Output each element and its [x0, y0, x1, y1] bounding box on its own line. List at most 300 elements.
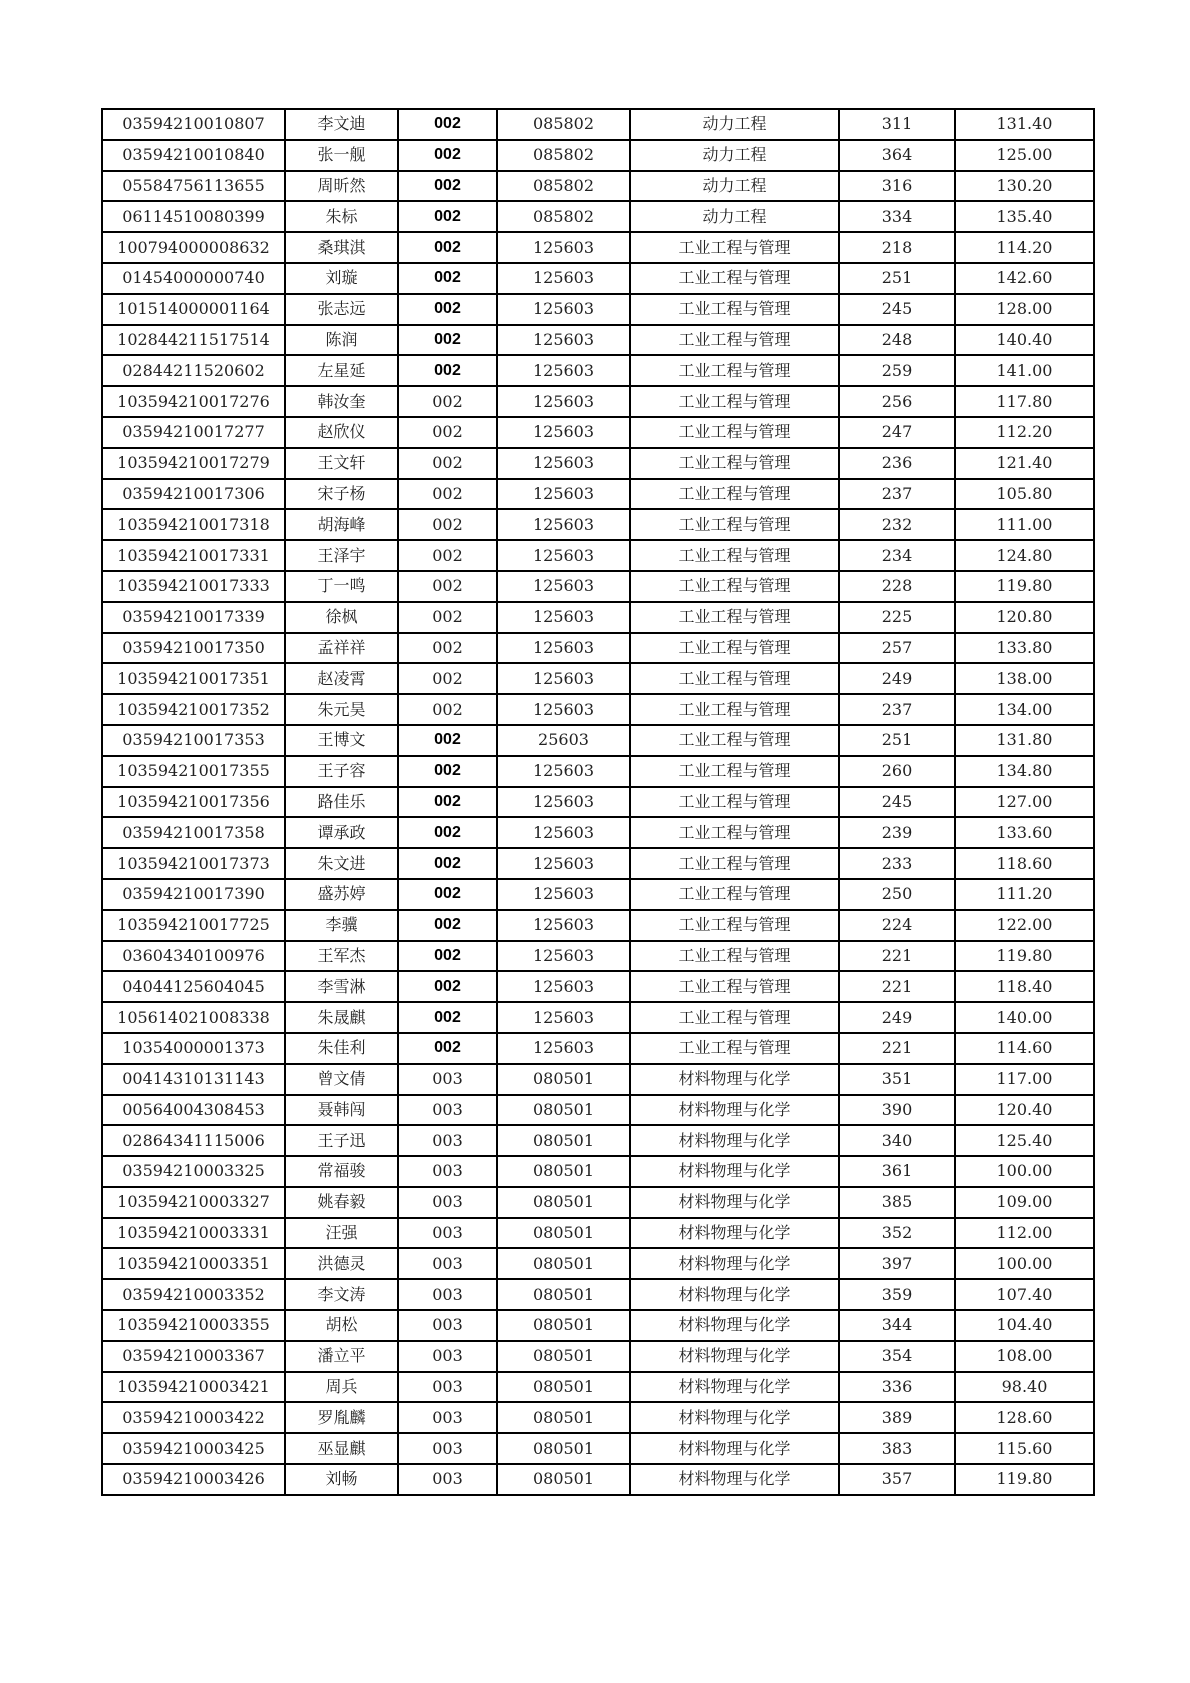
table-row: [102, 694, 1094, 725]
department-code-cell: 002: [398, 201, 497, 232]
table-row: [102, 325, 1094, 356]
table-row: [102, 417, 1094, 448]
major-code-cell: 125603: [497, 417, 630, 448]
major-name-cell: 材料物理与化学: [630, 1156, 839, 1187]
department-code-cell: 003: [398, 1156, 497, 1187]
major-code-cell: 125603: [497, 817, 630, 848]
major-code-cell: 085802: [497, 171, 630, 202]
major-name-cell: 工业工程与管理: [630, 479, 839, 510]
major-name-cell: 材料物理与化学: [630, 1248, 839, 1279]
table-row: [102, 1187, 1094, 1218]
second-exam-score-cell: 130.20: [955, 171, 1094, 202]
table-row: [102, 787, 1094, 818]
candidate-id-cell: 103594210017279: [102, 448, 285, 479]
department-code-cell: 003: [398, 1248, 497, 1279]
department-code-cell: 003: [398, 1095, 497, 1126]
first-exam-score-cell: 234: [839, 540, 955, 571]
second-exam-score-cell: 111.20: [955, 879, 1094, 910]
table-row: [102, 1218, 1094, 1249]
table-row: [102, 971, 1094, 1002]
candidate-name-cell: 周兵: [285, 1372, 398, 1403]
department-code-cell: 002: [398, 171, 497, 202]
first-exam-score-cell: 357: [839, 1464, 955, 1495]
table-row: [102, 941, 1094, 972]
department-code-cell: 002: [398, 294, 497, 325]
candidate-name-cell: 赵凌霄: [285, 663, 398, 694]
table-row: [102, 663, 1094, 694]
second-exam-score-cell: 98.40: [955, 1372, 1094, 1403]
second-exam-score-cell: 134.80: [955, 756, 1094, 787]
candidate-name-cell: 王子容: [285, 756, 398, 787]
major-name-cell: 工业工程与管理: [630, 879, 839, 910]
department-code-cell: 003: [398, 1464, 497, 1495]
candidate-name-cell: 孟祥祥: [285, 633, 398, 664]
major-code-cell: 085802: [497, 109, 630, 140]
major-name-cell: 工业工程与管理: [630, 848, 839, 879]
major-code-cell: 125603: [497, 848, 630, 879]
admission-score-table: [101, 108, 1095, 1496]
first-exam-score-cell: 237: [839, 694, 955, 725]
candidate-id-cell: 103594210017725: [102, 910, 285, 941]
first-exam-score-cell: 383: [839, 1433, 955, 1464]
first-exam-score-cell: 351: [839, 1064, 955, 1095]
candidate-id-cell: 103594210003331: [102, 1218, 285, 1249]
major-code-cell: 125603: [497, 1033, 630, 1064]
first-exam-score-cell: 232: [839, 509, 955, 540]
first-exam-score-cell: 334: [839, 201, 955, 232]
candidate-name-cell: 盛苏婷: [285, 879, 398, 910]
department-code-cell: 002: [398, 602, 497, 633]
candidate-id-cell: 103594210017351: [102, 663, 285, 694]
major-code-cell: 125603: [497, 910, 630, 941]
major-name-cell: 动力工程: [630, 201, 839, 232]
table-row: [102, 1433, 1094, 1464]
department-code-cell: 002: [398, 756, 497, 787]
first-exam-score-cell: 248: [839, 325, 955, 356]
candidate-id-cell: 03604340100976: [102, 941, 285, 972]
department-code-cell: 003: [398, 1402, 497, 1433]
second-exam-score-cell: 111.00: [955, 509, 1094, 540]
candidate-id-cell: 105614021008338: [102, 1002, 285, 1033]
major-name-cell: 材料物理与化学: [630, 1095, 839, 1126]
first-exam-score-cell: 237: [839, 479, 955, 510]
second-exam-score-cell: 141.00: [955, 355, 1094, 386]
first-exam-score-cell: 221: [839, 1033, 955, 1064]
major-name-cell: 工业工程与管理: [630, 294, 839, 325]
candidate-id-cell: 103594210003421: [102, 1372, 285, 1403]
candidate-id-cell: 03594210003352: [102, 1279, 285, 1310]
candidate-name-cell: 徐枫: [285, 602, 398, 633]
first-exam-score-cell: 228: [839, 571, 955, 602]
second-exam-score-cell: 107.40: [955, 1279, 1094, 1310]
candidate-id-cell: 03594210003325: [102, 1156, 285, 1187]
first-exam-score-cell: 245: [839, 787, 955, 818]
major-name-cell: 工业工程与管理: [630, 602, 839, 633]
table-row: [102, 1402, 1094, 1433]
major-name-cell: 工业工程与管理: [630, 509, 839, 540]
candidate-name-cell: 姚春毅: [285, 1187, 398, 1218]
major-name-cell: 工业工程与管理: [630, 448, 839, 479]
candidate-name-cell: 李雪淋: [285, 971, 398, 1002]
first-exam-score-cell: 257: [839, 633, 955, 664]
major-code-cell: 080501: [497, 1064, 630, 1095]
table-row: [102, 479, 1094, 510]
second-exam-score-cell: 124.80: [955, 540, 1094, 571]
candidate-name-cell: 李文涛: [285, 1279, 398, 1310]
second-exam-score-cell: 117.80: [955, 386, 1094, 417]
major-name-cell: 材料物理与化学: [630, 1279, 839, 1310]
second-exam-score-cell: 119.80: [955, 1464, 1094, 1495]
department-code-cell: 002: [398, 386, 497, 417]
department-code-cell: 003: [398, 1310, 497, 1341]
first-exam-score-cell: 359: [839, 1279, 955, 1310]
table-row: [102, 1248, 1094, 1279]
candidate-id-cell: 03594210017350: [102, 633, 285, 664]
candidate-name-cell: 韩汝奎: [285, 386, 398, 417]
first-exam-score-cell: 251: [839, 263, 955, 294]
first-exam-score-cell: 256: [839, 386, 955, 417]
second-exam-score-cell: 140.00: [955, 1002, 1094, 1033]
major-code-cell: 080501: [497, 1156, 630, 1187]
second-exam-score-cell: 131.40: [955, 109, 1094, 140]
major-code-cell: 085802: [497, 140, 630, 171]
major-code-cell: 125603: [497, 787, 630, 818]
second-exam-score-cell: 119.80: [955, 571, 1094, 602]
table-row: [102, 294, 1094, 325]
table-row: [102, 1095, 1094, 1126]
candidate-id-cell: 03594210017277: [102, 417, 285, 448]
table-row: [102, 633, 1094, 664]
second-exam-score-cell: 135.40: [955, 201, 1094, 232]
department-code-cell: 002: [398, 879, 497, 910]
major-name-cell: 动力工程: [630, 109, 839, 140]
table-row: [102, 355, 1094, 386]
second-exam-score-cell: 138.00: [955, 663, 1094, 694]
major-code-cell: 080501: [497, 1372, 630, 1403]
department-code-cell: 002: [398, 663, 497, 694]
second-exam-score-cell: 134.00: [955, 694, 1094, 725]
major-name-cell: 动力工程: [630, 140, 839, 171]
first-exam-score-cell: 340: [839, 1125, 955, 1156]
department-code-cell: 002: [398, 848, 497, 879]
candidate-name-cell: 罗胤麟: [285, 1402, 398, 1433]
second-exam-score-cell: 128.60: [955, 1402, 1094, 1433]
candidate-id-cell: 03594210017390: [102, 879, 285, 910]
table-row: [102, 1464, 1094, 1495]
table-row: [102, 910, 1094, 941]
first-exam-score-cell: 251: [839, 725, 955, 756]
candidate-name-cell: 曾文倩: [285, 1064, 398, 1095]
candidate-name-cell: 胡海峰: [285, 509, 398, 540]
candidate-id-cell: 00414310131143: [102, 1064, 285, 1095]
major-name-cell: 工业工程与管理: [630, 1033, 839, 1064]
first-exam-score-cell: 259: [839, 355, 955, 386]
department-code-cell: 002: [398, 1033, 497, 1064]
table-row: [102, 509, 1094, 540]
second-exam-score-cell: 121.40: [955, 448, 1094, 479]
first-exam-score-cell: 250: [839, 879, 955, 910]
first-exam-score-cell: 336: [839, 1372, 955, 1403]
first-exam-score-cell: 354: [839, 1341, 955, 1372]
department-code-cell: 002: [398, 817, 497, 848]
table-row: [102, 848, 1094, 879]
major-code-cell: 080501: [497, 1125, 630, 1156]
department-code-cell: 002: [398, 232, 497, 263]
major-name-cell: 工业工程与管理: [630, 417, 839, 448]
candidate-id-cell: 06114510080399: [102, 201, 285, 232]
candidate-id-cell: 103594210017276: [102, 386, 285, 417]
department-code-cell: 002: [398, 355, 497, 386]
second-exam-score-cell: 118.40: [955, 971, 1094, 1002]
candidate-name-cell: 王军杰: [285, 941, 398, 972]
table-row: [102, 1125, 1094, 1156]
second-exam-score-cell: 112.00: [955, 1218, 1094, 1249]
major-name-cell: 工业工程与管理: [630, 725, 839, 756]
table-row: [102, 879, 1094, 910]
major-code-cell: 125603: [497, 971, 630, 1002]
major-code-cell: 125603: [497, 879, 630, 910]
candidate-id-cell: 03594210010807: [102, 109, 285, 140]
first-exam-score-cell: 344: [839, 1310, 955, 1341]
candidate-name-cell: 王子迅: [285, 1125, 398, 1156]
major-name-cell: 材料物理与化学: [630, 1433, 839, 1464]
department-code-cell: 002: [398, 910, 497, 941]
department-code-cell: 002: [398, 479, 497, 510]
first-exam-score-cell: 233: [839, 848, 955, 879]
major-code-cell: 125603: [497, 263, 630, 294]
second-exam-score-cell: 142.60: [955, 263, 1094, 294]
candidate-name-cell: 左星延: [285, 355, 398, 386]
major-code-cell: 125603: [497, 479, 630, 510]
major-code-cell: 25603: [497, 725, 630, 756]
candidate-id-cell: 03594210003425: [102, 1433, 285, 1464]
first-exam-score-cell: 389: [839, 1402, 955, 1433]
candidate-name-cell: 朱元昊: [285, 694, 398, 725]
major-code-cell: 125603: [497, 294, 630, 325]
major-name-cell: 工业工程与管理: [630, 756, 839, 787]
department-code-cell: 002: [398, 633, 497, 664]
department-code-cell: 002: [398, 787, 497, 818]
table-row: [102, 817, 1094, 848]
table-row: [102, 602, 1094, 633]
second-exam-score-cell: 128.00: [955, 294, 1094, 325]
first-exam-score-cell: 249: [839, 1002, 955, 1033]
department-code-cell: 003: [398, 1279, 497, 1310]
major-name-cell: 工业工程与管理: [630, 386, 839, 417]
candidate-name-cell: 陈润: [285, 325, 398, 356]
candidate-name-cell: 丁一鸣: [285, 571, 398, 602]
candidate-name-cell: 李文迪: [285, 109, 398, 140]
department-code-cell: 002: [398, 941, 497, 972]
first-exam-score-cell: 260: [839, 756, 955, 787]
candidate-id-cell: 04044125604045: [102, 971, 285, 1002]
major-code-cell: 085802: [497, 201, 630, 232]
department-code-cell: 003: [398, 1341, 497, 1372]
department-code-cell: 002: [398, 971, 497, 1002]
candidate-name-cell: 常福骏: [285, 1156, 398, 1187]
second-exam-score-cell: 115.60: [955, 1433, 1094, 1464]
major-name-cell: 工业工程与管理: [630, 910, 839, 941]
first-exam-score-cell: 224: [839, 910, 955, 941]
department-code-cell: 003: [398, 1064, 497, 1095]
candidate-name-cell: 周昕然: [285, 171, 398, 202]
second-exam-score-cell: 114.60: [955, 1033, 1094, 1064]
major-name-cell: 工业工程与管理: [630, 1002, 839, 1033]
candidate-id-cell: 103594210017318: [102, 509, 285, 540]
candidate-id-cell: 01454000000740: [102, 263, 285, 294]
candidate-id-cell: 103594210003327: [102, 1187, 285, 1218]
first-exam-score-cell: 249: [839, 663, 955, 694]
first-exam-score-cell: 390: [839, 1095, 955, 1126]
candidate-name-cell: 朱晟麒: [285, 1002, 398, 1033]
first-exam-score-cell: 218: [839, 232, 955, 263]
candidate-name-cell: 朱文进: [285, 848, 398, 879]
second-exam-score-cell: 112.20: [955, 417, 1094, 448]
first-exam-score-cell: 352: [839, 1218, 955, 1249]
second-exam-score-cell: 100.00: [955, 1248, 1094, 1279]
department-code-cell: 002: [398, 725, 497, 756]
table-row: [102, 1310, 1094, 1341]
first-exam-score-cell: 397: [839, 1248, 955, 1279]
table-row: [102, 1372, 1094, 1403]
first-exam-score-cell: 225: [839, 602, 955, 633]
candidate-name-cell: 潘立平: [285, 1341, 398, 1372]
table-row: [102, 1279, 1094, 1310]
table-row: [102, 109, 1094, 140]
candidate-id-cell: 03594210003426: [102, 1464, 285, 1495]
department-code-cell: 003: [398, 1433, 497, 1464]
major-name-cell: 材料物理与化学: [630, 1372, 839, 1403]
candidate-id-cell: 103594210017333: [102, 571, 285, 602]
table-row: [102, 1341, 1094, 1372]
department-code-cell: 003: [398, 1372, 497, 1403]
department-code-cell: 002: [398, 140, 497, 171]
major-name-cell: 工业工程与管理: [630, 694, 839, 725]
department-code-cell: 002: [398, 263, 497, 294]
candidate-name-cell: 巫显麒: [285, 1433, 398, 1464]
table-row: [102, 201, 1094, 232]
second-exam-score-cell: 120.40: [955, 1095, 1094, 1126]
second-exam-score-cell: 104.40: [955, 1310, 1094, 1341]
candidate-id-cell: 03594210017339: [102, 602, 285, 633]
candidate-name-cell: 宋子杨: [285, 479, 398, 510]
candidate-id-cell: 103594210017356: [102, 787, 285, 818]
major-name-cell: 工业工程与管理: [630, 355, 839, 386]
major-name-cell: 工业工程与管理: [630, 263, 839, 294]
candidate-id-cell: 03594210017358: [102, 817, 285, 848]
first-exam-score-cell: 239: [839, 817, 955, 848]
major-name-cell: 材料物理与化学: [630, 1402, 839, 1433]
candidate-name-cell: 王泽宇: [285, 540, 398, 571]
major-name-cell: 材料物理与化学: [630, 1341, 839, 1372]
candidate-id-cell: 10354000001373: [102, 1033, 285, 1064]
major-code-cell: 080501: [497, 1433, 630, 1464]
table-row: [102, 171, 1094, 202]
candidate-name-cell: 赵欣仪: [285, 417, 398, 448]
candidate-name-cell: 谭承政: [285, 817, 398, 848]
candidate-name-cell: 朱佳利: [285, 1033, 398, 1064]
major-name-cell: 材料物理与化学: [630, 1464, 839, 1495]
table-row: [102, 448, 1094, 479]
major-code-cell: 080501: [497, 1095, 630, 1126]
candidate-id-cell: 103594210017331: [102, 540, 285, 571]
candidate-name-cell: 刘畅: [285, 1464, 398, 1495]
candidate-name-cell: 朱标: [285, 201, 398, 232]
major-name-cell: 工业工程与管理: [630, 571, 839, 602]
second-exam-score-cell: 114.20: [955, 232, 1094, 263]
table-row: [102, 263, 1094, 294]
major-code-cell: 125603: [497, 232, 630, 263]
major-code-cell: 125603: [497, 355, 630, 386]
department-code-cell: 002: [398, 571, 497, 602]
second-exam-score-cell: 133.80: [955, 633, 1094, 664]
second-exam-score-cell: 109.00: [955, 1187, 1094, 1218]
candidate-name-cell: 聂韩闯: [285, 1095, 398, 1126]
candidate-id-cell: 02864341115006: [102, 1125, 285, 1156]
major-code-cell: 125603: [497, 941, 630, 972]
major-name-cell: 工业工程与管理: [630, 633, 839, 664]
major-name-cell: 工业工程与管理: [630, 787, 839, 818]
table-body: [102, 109, 1094, 1495]
major-name-cell: 材料物理与化学: [630, 1218, 839, 1249]
major-code-cell: 125603: [497, 325, 630, 356]
department-code-cell: 002: [398, 448, 497, 479]
first-exam-score-cell: 316: [839, 171, 955, 202]
table-row: [102, 1002, 1094, 1033]
major-code-cell: 080501: [497, 1248, 630, 1279]
department-code-cell: 002: [398, 694, 497, 725]
candidate-id-cell: 03594210003367: [102, 1341, 285, 1372]
first-exam-score-cell: 311: [839, 109, 955, 140]
second-exam-score-cell: 118.60: [955, 848, 1094, 879]
first-exam-score-cell: 364: [839, 140, 955, 171]
first-exam-score-cell: 247: [839, 417, 955, 448]
second-exam-score-cell: 105.80: [955, 479, 1094, 510]
major-code-cell: 080501: [497, 1279, 630, 1310]
candidate-id-cell: 02844211520602: [102, 355, 285, 386]
department-code-cell: 002: [398, 1002, 497, 1033]
major-name-cell: 材料物理与化学: [630, 1125, 839, 1156]
major-code-cell: 080501: [497, 1218, 630, 1249]
major-name-cell: 工业工程与管理: [630, 325, 839, 356]
candidate-id-cell: 03594210003422: [102, 1402, 285, 1433]
major-code-cell: 080501: [497, 1402, 630, 1433]
major-code-cell: 125603: [497, 694, 630, 725]
candidate-id-cell: 103594210003355: [102, 1310, 285, 1341]
department-code-cell: 002: [398, 417, 497, 448]
candidate-name-cell: 王博文: [285, 725, 398, 756]
major-name-cell: 工业工程与管理: [630, 971, 839, 1002]
second-exam-score-cell: 140.40: [955, 325, 1094, 356]
candidate-id-cell: 103594210017355: [102, 756, 285, 787]
candidate-id-cell: 03594210017306: [102, 479, 285, 510]
first-exam-score-cell: 245: [839, 294, 955, 325]
major-code-cell: 080501: [497, 1187, 630, 1218]
first-exam-score-cell: 221: [839, 971, 955, 1002]
major-code-cell: 080501: [497, 1310, 630, 1341]
first-exam-score-cell: 221: [839, 941, 955, 972]
table-row: [102, 540, 1094, 571]
department-code-cell: 002: [398, 109, 497, 140]
candidate-id-cell: 103594210017352: [102, 694, 285, 725]
candidate-id-cell: 100794000008632: [102, 232, 285, 263]
major-code-cell: 125603: [497, 448, 630, 479]
second-exam-score-cell: 125.00: [955, 140, 1094, 171]
major-code-cell: 125603: [497, 602, 630, 633]
second-exam-score-cell: 108.00: [955, 1341, 1094, 1372]
candidate-id-cell: 05584756113655: [102, 171, 285, 202]
candidate-id-cell: 103594210003351: [102, 1248, 285, 1279]
